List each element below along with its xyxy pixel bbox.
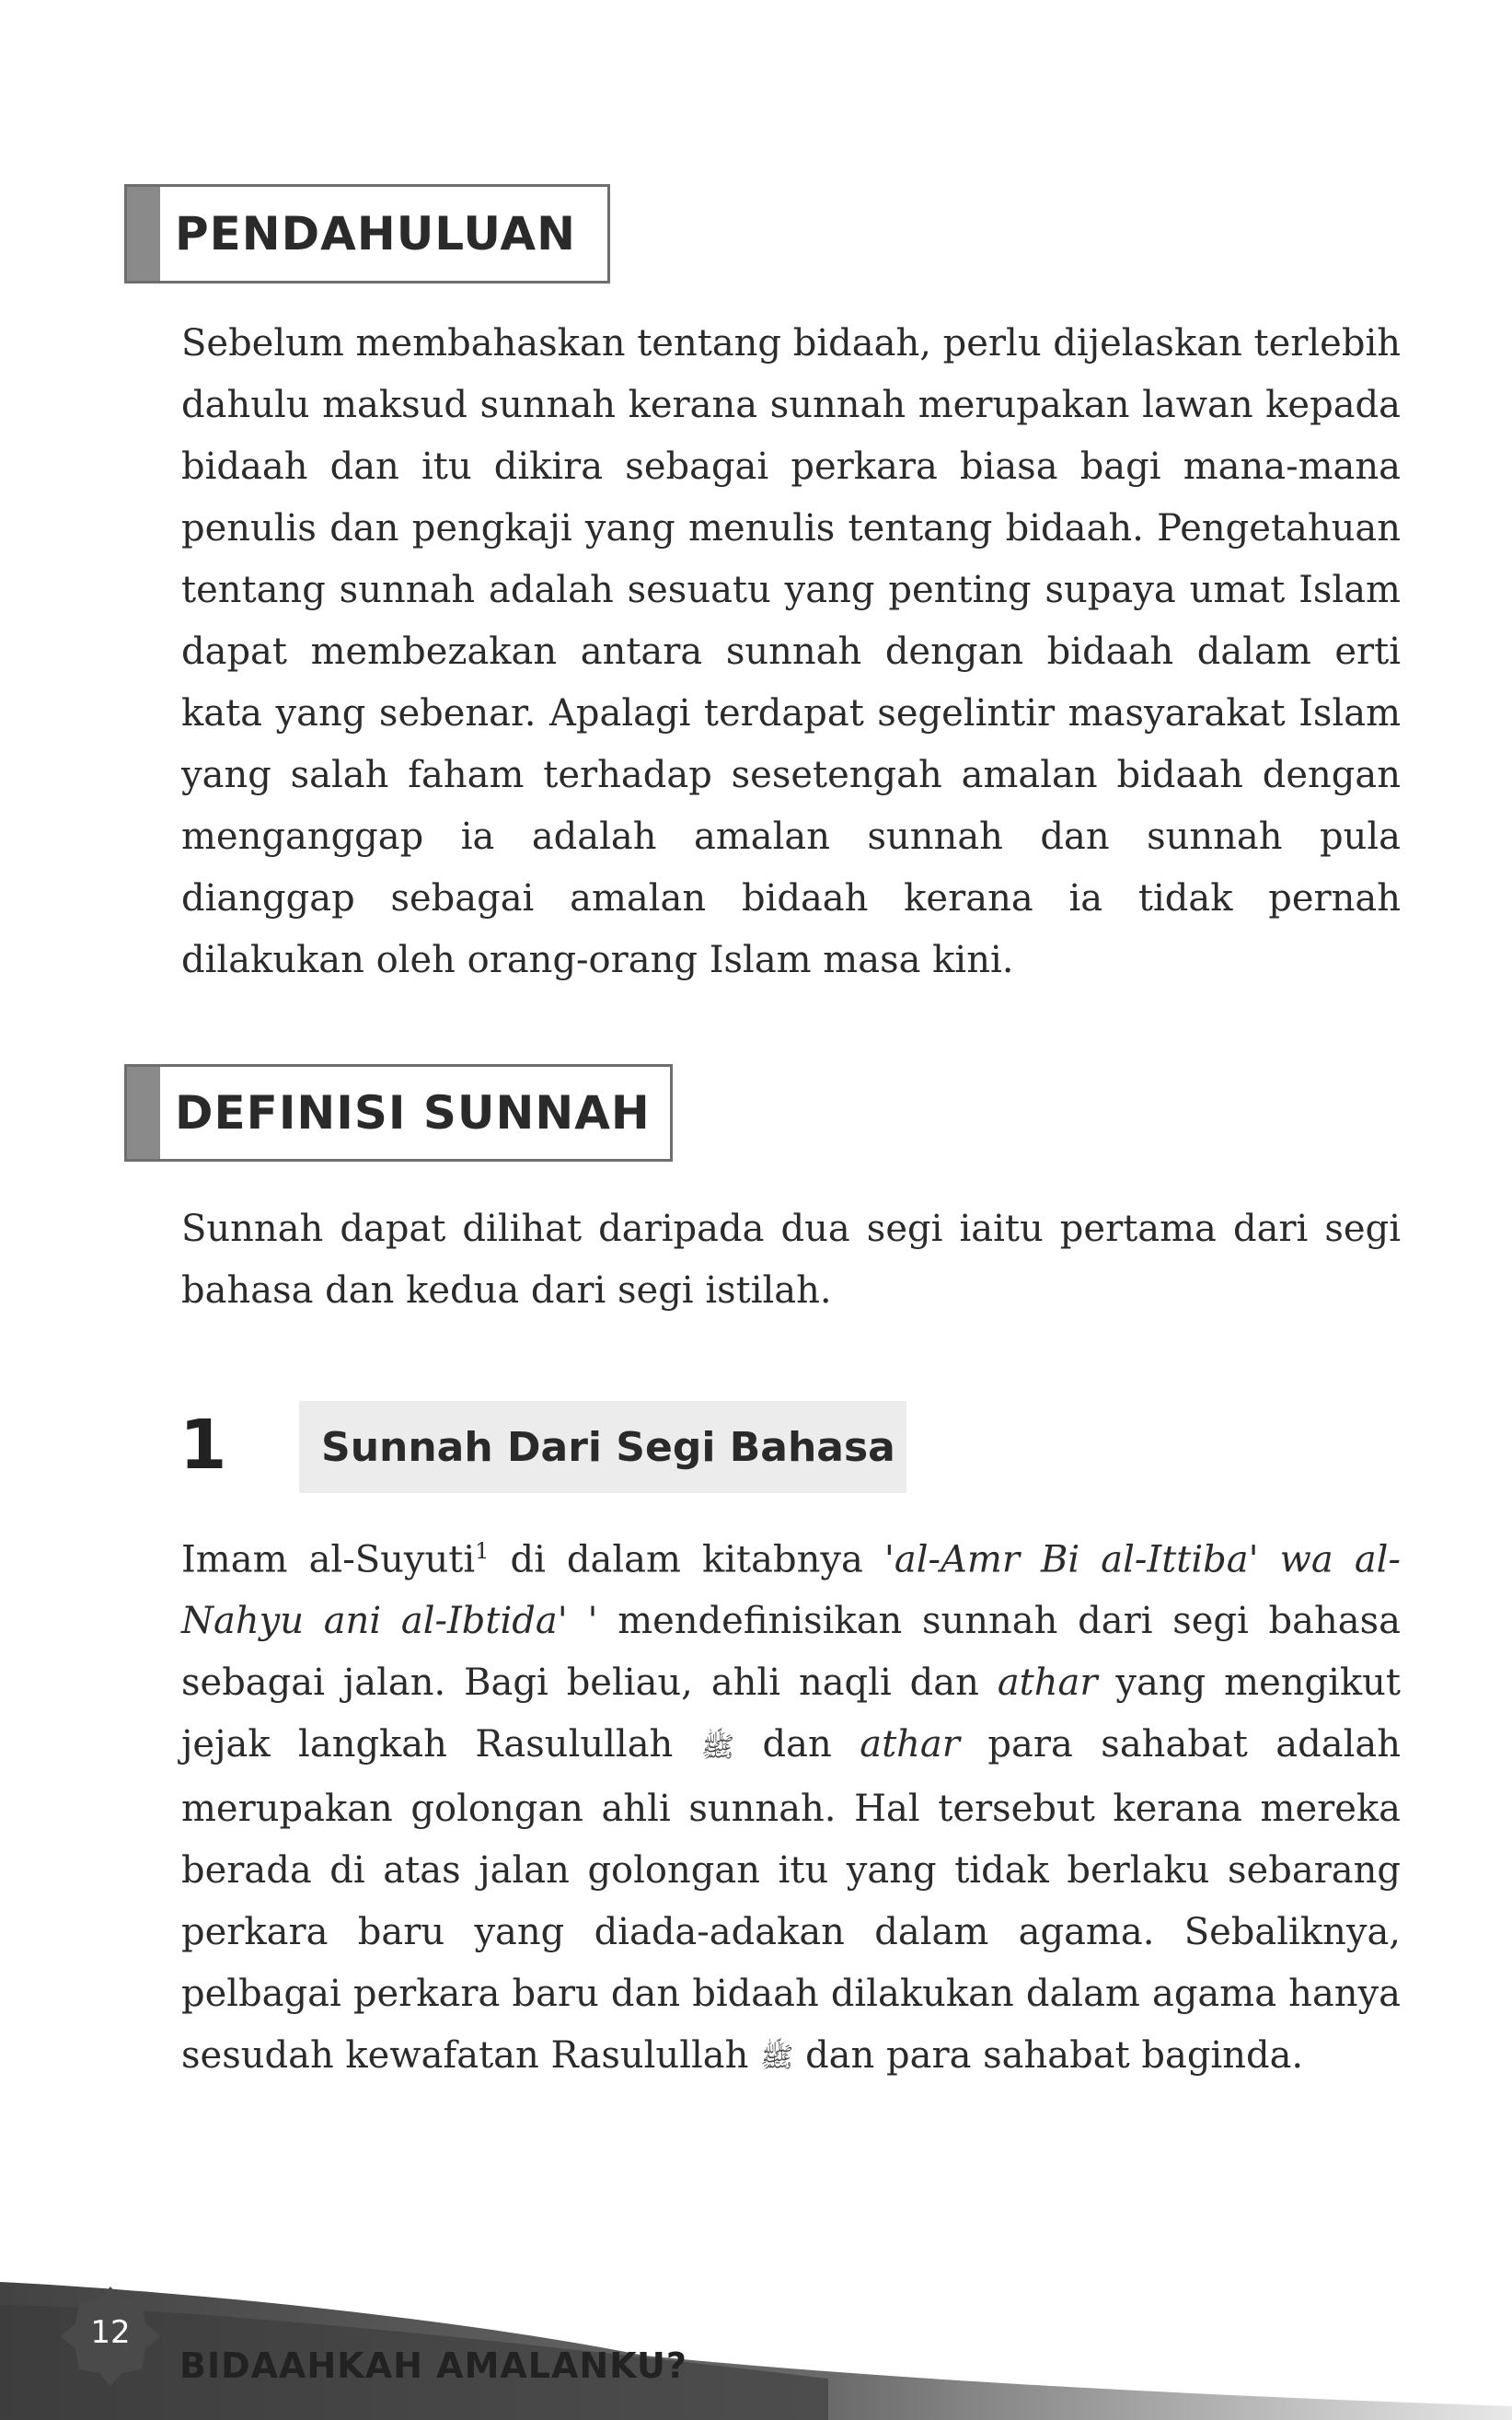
text-run: dan para sahabat baginda. [793, 2033, 1304, 2077]
footnote-marker: 1 [475, 1538, 490, 1564]
text-run: para sahabat adalah merupakan golongan ahli sunnah. Hal tersebut kerana mereka berada di atas jalan golongan itu yang tidak berlaku sebarang perkara baru yang diada-adakan dalam agama. Sebaliknya, pelbagai perkara baru dan bidaah dilakukan dalam agama hanya sesudah kewafatan Rasulullah [181, 1723, 1402, 2077]
book-title-footer: BIDAAHKAH AMALANKU? [179, 2345, 687, 2386]
text-run: di dalam kitabnya [489, 1538, 884, 1581]
bahasa-paragraph [181, 1521, 1401, 2089]
heading-accent-bar [127, 1067, 160, 1159]
heading-accent-bar [127, 187, 160, 281]
section-heading-definisi [124, 1064, 673, 1162]
text-run: Imam al-Suyuti [181, 1538, 476, 1581]
salawat-symbol: ﷺ [760, 2042, 794, 2075]
text-run: yang mengikut jejak langkah Rasulullah [181, 1662, 1401, 1766]
section-heading-label: PENDAHULUAN [175, 207, 576, 261]
subsection-title: Sunnah Dari Segi Bahasa [299, 1401, 906, 1493]
athar-italic: athar [860, 1723, 960, 1766]
text-run: dan [734, 1723, 860, 1766]
athar-italic: athar [997, 1662, 1098, 1705]
text-run: mendefinisikan sunnah dari segi bahasa sebagai jalan. Bagi beliau, ahli naqli dan [181, 1600, 1401, 1705]
footer-brush-decoration [0, 2217, 1512, 2420]
book-title-italic: 'al-Amr Bi al-Ittiba' wa al-Nahyu ani al-Ibtida' ' [181, 1538, 1401, 1643]
definisi-paragraph: Sunnah dapat dilihat daripada dua segi iaitu pertama dari segi bahasa dan kedua dari segi istilah. [181, 1208, 1401, 1312]
salawat-symbol: ﷺ [700, 1731, 735, 1764]
section-heading-pendahuluan [124, 184, 610, 284]
subsection-number: 1 [179, 1406, 227, 1485]
intro-paragraph: Sebelum membahaskan tentang bidaah, perlu dijelaskan terlebih dahulu maksud sunnah kerana sunnah merupakan lawan kepada bidaah dan itu dikira sebagai perkara biasa bagi mana-mana penulis dan pengkaji yang menulis tentang bidaah. Pengetahuan tentang sunnah adalah sesuatu yang penting supaya umat Islam dapat membezakan antara sunnah dengan bidaah dalam erti kata yang sebenar. Apalagi terdapat segelintir masyarakat Islam yang salah faham terhadap sesetengah amalan bidaah dengan menganggap ia adalah amalan sunnah dan sunnah pula dianggap sebagai amalan bidaah kerana ia tidak pernah dilakukan oleh orang-orang Islam masa kini. [181, 322, 1401, 981]
section-heading-label: DEFINISI SUNNAH [175, 1086, 651, 1140]
page-number: 12 [90, 2314, 131, 2351]
